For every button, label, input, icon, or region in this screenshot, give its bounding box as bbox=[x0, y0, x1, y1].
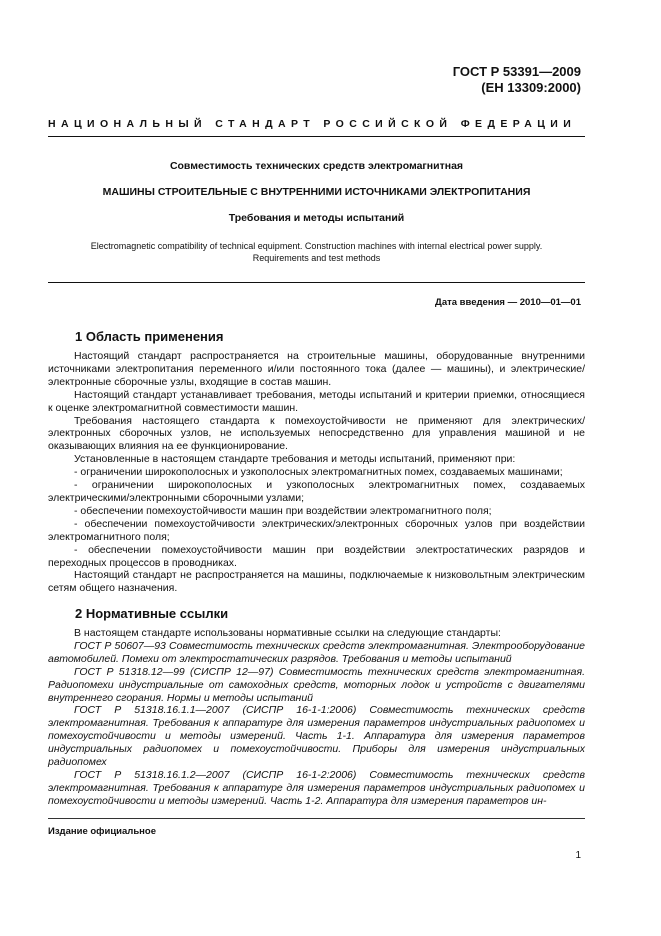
section-1-body bbox=[48, 350, 585, 595]
normative-reference: ГОСТ Р 51318.12—99 (СИСПР 12—97) Совместимость технических средств электромагнитная. Радиопомехи индустриальные от самоходных средств, моторных лодок и устройств с двигателями внутреннего сгорания. Нормы и методы испытаний bbox=[48, 665, 585, 704]
edition-label: Издание официальное bbox=[48, 826, 156, 837]
section-1-heading: 1 Область применения bbox=[75, 329, 224, 344]
banner-divider bbox=[48, 136, 585, 137]
section-1-paragraph: Установленные в настоящем стандарте требования и методы испытаний, применяют при: bbox=[74, 453, 516, 466]
title-english-line-1: Electromagnetic compatibility of technical equipment. Construction machines with internal electrical power supply. bbox=[90, 241, 543, 251]
section-1-list-item: - ограничении широкополосных и узкополосных электромагнитных помех, создаваемых машинами; bbox=[74, 466, 563, 479]
page-number: 1 bbox=[575, 850, 581, 861]
banner-national-standard: НАЦИОНАЛЬНЫЙ СТАНДАРТ РОССИЙСКОЙ ФЕДЕРАЦИИ bbox=[48, 118, 577, 130]
section-1-paragraph: Требования настоящего стандарта к помехоустойчивости не применяют для электрических/электронных сборочных узлов, не используемых непосредственно для управления машиной и не оказывающих влияния на ее функционирование. bbox=[48, 414, 585, 453]
title-english-line-2: Requirements and test methods bbox=[252, 253, 381, 263]
section-1-list-item: - ограничении широкополосных и узкополосных электромагнитных помех, создаваемых электрическими/электронными сборочными узлами; bbox=[48, 479, 585, 504]
title-english bbox=[48, 240, 585, 264]
standard-code: ГОСТ Р 53391—2009 bbox=[452, 64, 581, 79]
title-line-1: Совместимость технических средств электромагнитная bbox=[169, 160, 464, 172]
title-main: МАШИНЫ СТРОИТЕЛЬНЫЕ С ВНУТРЕННИМИ ИСТОЧНИКАМИ ЭЛЕКТРОПИТАНИЯ bbox=[102, 186, 531, 198]
title-divider bbox=[48, 282, 585, 283]
section-1-list-item: - обеспечении помехоустойчивости электрических/электронных сборочных узлов при воздействии электромагнитного поля; bbox=[48, 517, 585, 543]
introduction-date: Дата введения — 2010—01—01 bbox=[435, 297, 581, 308]
title-subtitle: Требования и методы испытаний bbox=[228, 212, 405, 224]
section-2-body bbox=[48, 627, 585, 808]
section-1-list-item: - обеспечении помехоустойчивости машин при воздействии электростатических разрядов и переходных процессов в проводниках. bbox=[48, 543, 585, 569]
section-2-intro: В настоящем стандарте использованы нормативные ссылки на следующие стандарты: bbox=[74, 627, 501, 639]
section-1-paragraph: Настоящий стандарт устанавливает требования, методы испытаний и критерии приемки, относящиеся к оценке электромагнитной совместимости машин. bbox=[48, 388, 585, 414]
section-1-paragraph: Настоящий стандарт распространяется на строительные машины, оборудованные внутренними источниками электропитания переменного и/или постоянного тока (далее — машины), и электрические/электронные сборочные узлы, входящие в состав машин. bbox=[48, 350, 585, 388]
section-1-paragraph: Настоящий стандарт не распространяется на машины, подключаемые к низковольтным электрическим сетям общего назначения. bbox=[48, 569, 585, 595]
section-1-list-item: - обеспечении помехоустойчивости машин при воздействии электромагнитного поля; bbox=[74, 504, 492, 517]
en-standard-code: (ЕН 13309:2000) bbox=[481, 80, 581, 95]
normative-reference: ГОСТ Р 50607—93 Совместимость технических средств электромагнитная. Электрооборудование автомобилей. Помехи от электростатических разрядов. Требования и методы испытаний bbox=[48, 639, 585, 665]
footer-divider bbox=[48, 818, 585, 819]
section-2-heading: 2 Нормативные ссылки bbox=[75, 606, 229, 621]
normative-reference: ГОСТ Р 51318.16.1.2—2007 (СИСПР 16-1-2:2006) Совместимость технических средств электромагнитная. Требования к аппаратуре для измерения параметров индустриальных радиопомех и помехоустойчивости и методы измерений. Часть 1-2. Аппаратура для измерения параметров ин- bbox=[48, 768, 585, 807]
normative-reference: ГОСТ Р 51318.16.1.1—2007 (СИСПР 16-1-1:2006) Совместимость технических средств электромагнитная. Требования к аппаратуре для измерения параметров индустриальных радиопомех и помехоустойчивости и методы измерений. Часть 1-1. Аппаратура для измерения параметров индустриальных радиопомех и помехоустойчивости. Приборы для измерения индустриальных радиопомех bbox=[48, 704, 585, 769]
